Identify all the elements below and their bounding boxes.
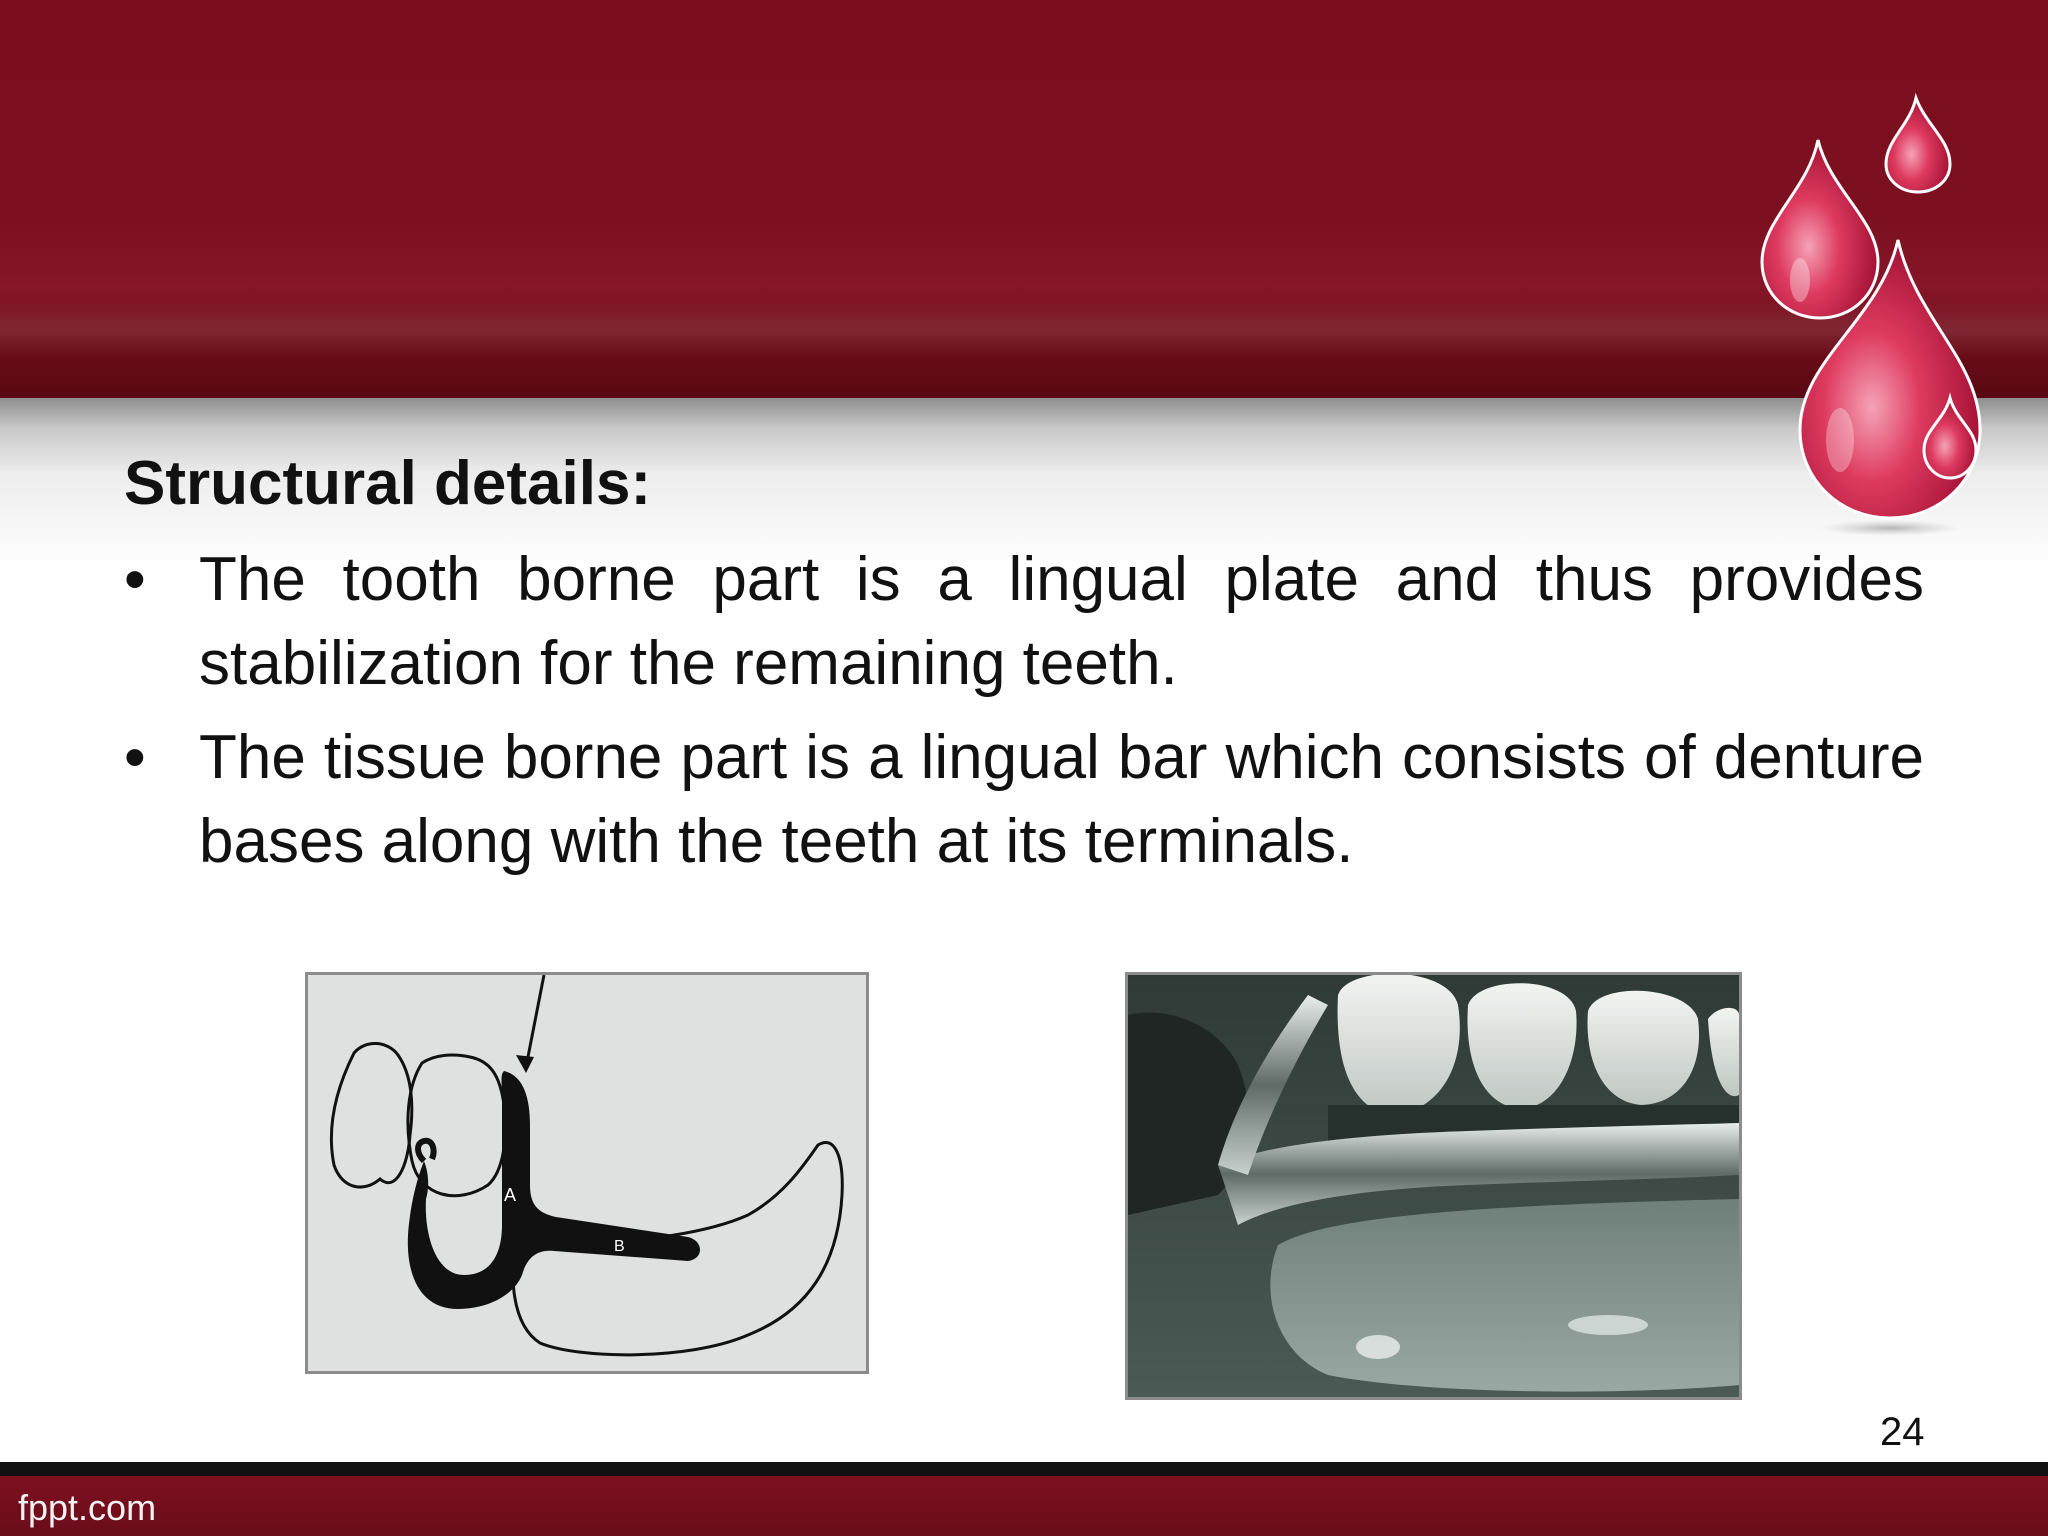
droplets-decoration bbox=[1740, 80, 2040, 550]
bullet-marker: • bbox=[124, 545, 146, 614]
droplet-shadow bbox=[1820, 520, 1960, 536]
photo-drawing bbox=[1128, 975, 1739, 1397]
label-a: A bbox=[504, 1185, 517, 1205]
footer-divider bbox=[0, 1462, 2048, 1476]
lingual-plate-diagram bbox=[305, 972, 869, 1374]
bullet-text: The tissue borne part is a lingual bar which consists of denture bases along with the teeth at its terminals. bbox=[199, 723, 1924, 876]
droplet-medium-icon bbox=[1762, 140, 1878, 318]
diagram-drawing bbox=[308, 975, 866, 1371]
bullet-text: The tooth borne part is a lingual plate and thus provides stabilization for the remaining teeth. bbox=[199, 545, 1924, 698]
footer-band bbox=[0, 1476, 2048, 1536]
footer-brand: fppt.com bbox=[18, 1487, 157, 1528]
slide-title: Structural details: bbox=[124, 449, 652, 518]
page-number: 24 bbox=[1880, 1410, 1925, 1454]
bullet-item bbox=[124, 538, 1924, 706]
label-b: B bbox=[614, 1238, 625, 1255]
denture-photo bbox=[1125, 972, 1742, 1400]
bullet-list bbox=[124, 538, 1924, 894]
bullet-item bbox=[124, 716, 1924, 884]
bullet-marker: • bbox=[124, 723, 146, 792]
droplet-small-icon bbox=[1886, 98, 1950, 192]
